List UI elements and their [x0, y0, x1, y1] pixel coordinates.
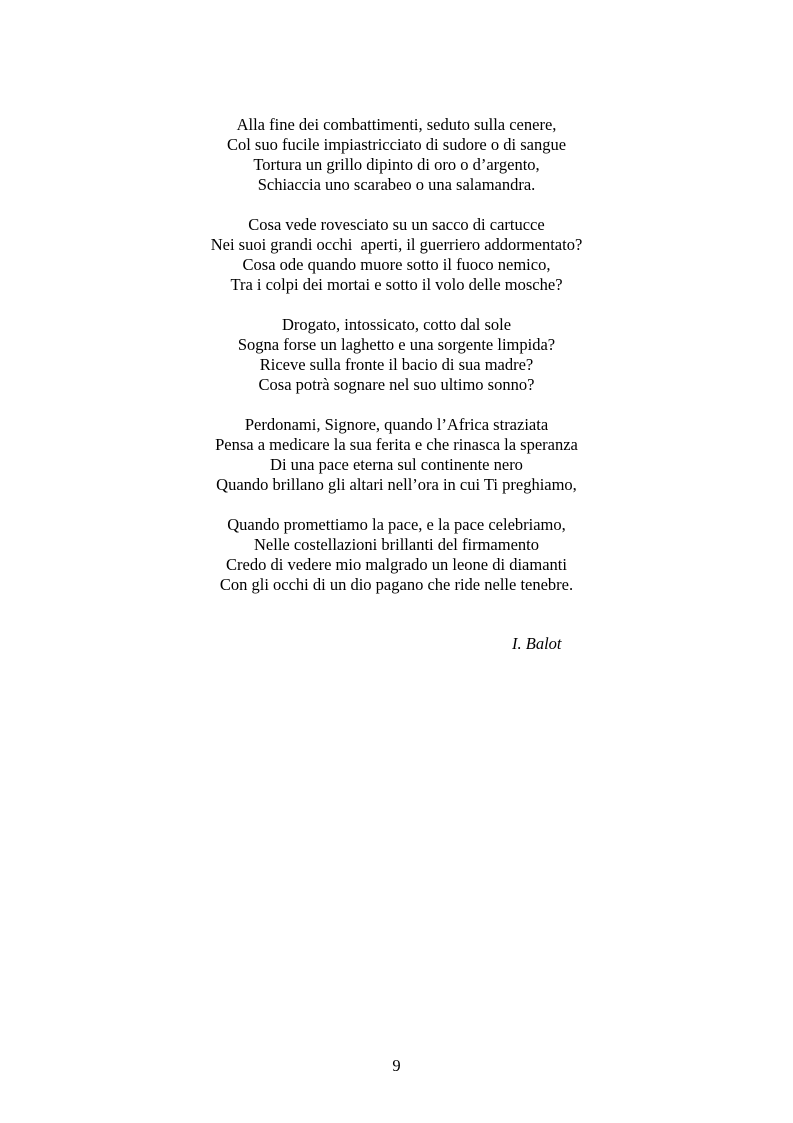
poem-line: Di una pace eterna sul continente nero — [270, 455, 523, 474]
poem-line: Nelle costellazioni brillanti del firmamento — [254, 535, 539, 554]
poem-line: Quando brillano gli altari nell’ora in cui Ti preghiamo, — [216, 475, 577, 494]
poem-line: Cosa potrà sognare nel suo ultimo sonno? — [258, 375, 535, 394]
stanza-4 — [0, 415, 793, 495]
poem-line: Riceve sulla fronte il bacio di sua madre? — [259, 355, 534, 374]
poem-line: Schiaccia uno scarabeo o una salamandra. — [257, 175, 536, 194]
poem-line: Con gli occhi di un dio pagano che ride nelle tenebre. — [219, 575, 574, 594]
stanza-5 — [0, 515, 793, 595]
poem-line: Tra i colpi dei mortai e sotto il volo delle mosche? — [230, 275, 563, 294]
stanza-3 — [0, 315, 793, 395]
poem-line: Drogato, intossicato, cotto dal sole — [281, 315, 512, 334]
poem — [0, 115, 793, 615]
poem-line: Pensa a medicare la sua ferita e che rinasca la speranza — [215, 435, 578, 454]
stanza-2 — [0, 215, 793, 295]
poem-line: Credo di vedere mio malgrado un leone di diamanti — [226, 555, 567, 574]
poem-line: Perdonami, Signore, quando l’Africa straziata — [244, 415, 549, 434]
poem-line: Alla fine dei combattimenti, seduto sulla cenere, — [236, 115, 557, 134]
author-signature: I. Balot — [512, 634, 562, 653]
poem-line: Tortura un grillo dipinto di oro o d’argento, — [253, 155, 540, 174]
page-number: 9 — [392, 1056, 401, 1075]
poem-line: Cosa vede rovesciato su un sacco di cartucce — [248, 215, 545, 234]
poem-line: Nei suoi grandi occhi aperti, il guerriero addormentato? — [210, 235, 583, 254]
stanza-1 — [0, 115, 793, 195]
poem-line: Quando promettiamo la pace, e la pace celebriamo, — [227, 515, 566, 534]
poem-line: Sogna forse un laghetto e una sorgente limpida? — [237, 335, 556, 354]
poem-line: Cosa ode quando muore sotto il fuoco nemico, — [242, 255, 551, 274]
poem-line: Col suo fucile impiastricciato di sudore o di sangue — [226, 135, 567, 154]
